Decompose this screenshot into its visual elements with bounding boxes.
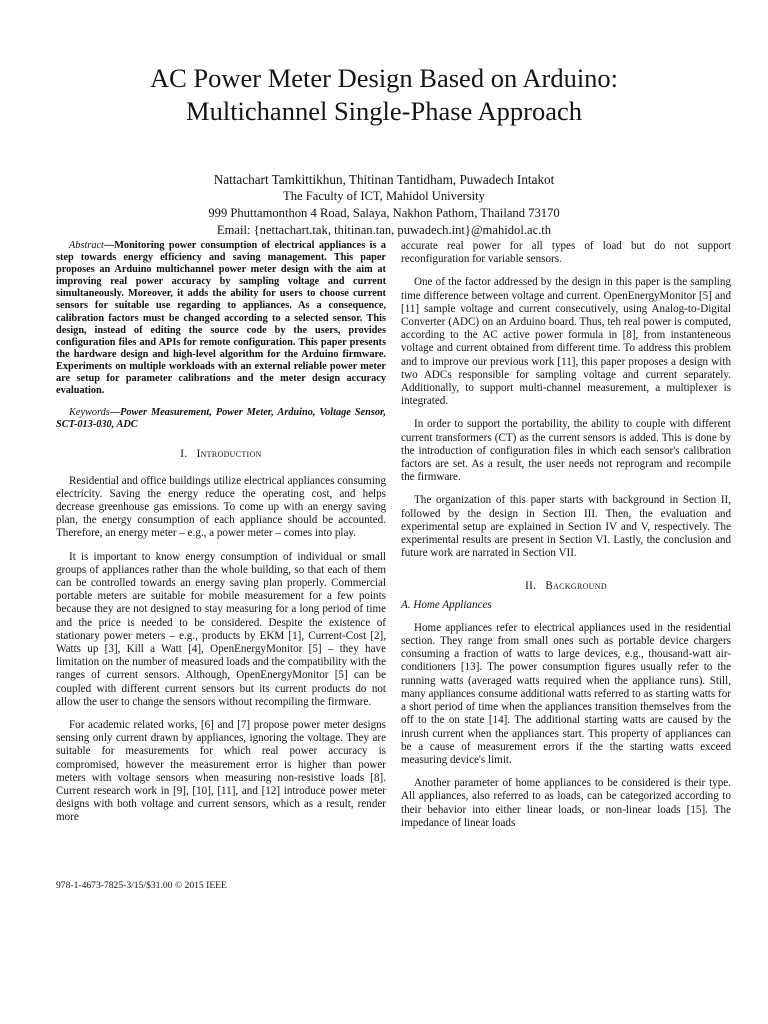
left-column	[56, 240, 386, 825]
paragraph: accurate real power for all types of load but do not support reconfiguration for variable sensors.	[401, 240, 731, 266]
author-names: Nattachart Tamkittikhun, Thitinan Tantidham, Puwadech Intakot	[213, 172, 555, 187]
section-title: Background	[545, 580, 607, 593]
right-column	[401, 240, 731, 830]
keywords-text: —Power Measurement, Power Meter, Arduino, Voltage Sensor, SCT-013-030, ADC	[56, 407, 386, 431]
copyright-footer: 978-1-4673-7825-3/15/$31.00 © 2015 IEEE	[56, 880, 227, 891]
section-heading-background	[401, 580, 731, 593]
abstract-lead: Abstract	[69, 240, 104, 251]
paper-title	[60, 62, 708, 128]
affiliation: The Faculty of ICT, Mahidol University	[283, 189, 485, 203]
abstract	[56, 240, 386, 397]
paragraph: It is important to know energy consumption of individual or small groups of appliances rather than the whole building, so that each of them can be controlled towards an energy saving plan properly. Commercial portable meters are suitable for mobile measurement for a few points because they are not designed to stay measuring for a long period of time and the price is needed to be considered. Despite the existence of stationary power meters – e.g., products by EKM [1], Current-Cost [2], Watts up [3], Kill a Watt [4], OpenEnergyMonitor [5] – they have limitation on the number of measured loads and the compatibility with the ranges of current sensors. Although, OpenEnergyMonitor [5] can be coupled with different current sensors but its current products do not allow the user to change the sensors without recompiling the firmware.	[56, 550, 386, 708]
title-line-1: AC Power Meter Design Based on Arduino:	[149, 63, 619, 93]
paragraph: Another parameter of home appliances to be considered is their type. All appliances, also referred to as loads, can be categorized according to their behavior into either linear loads, or non-linear loads [15]. The impedance of linear loads	[401, 777, 731, 829]
paragraph: The organization of this paper starts with background in Section II, followed by the design in Section III. Then, the evaluation and experimental setup are explained in Section IV and V, respectively. The experimental results are present in Section VI. Lastly, the conclusion and future work are narrated in Section VII.	[401, 494, 731, 560]
paragraph: For academic related works, [6] and [7] propose power meter designs sensing only current drawn by appliances, ignoring the voltage. They are suitable for measurements for which real power accuracy is compromised, however the measurement error is higher than power meters with voltage sensors when measuring non-resistive loads [8]. Current research work in [9], [10], [11], and [12] introduce power meter designs with both voltage and current sensors, which as a result, render more	[56, 719, 386, 824]
title-line-2: Multichannel Single-Phase Approach	[186, 96, 582, 126]
author-block	[60, 171, 708, 239]
keywords	[56, 407, 386, 431]
paragraph: Residential and office buildings utilize electrical appliances consuming electricity. Saving the energy reduce the operating cost, and helps decrease greenhouse gas emissions. To come up with an energy saving plan, the energy consumption of each appliance should be accounted. Therefore, an energy meter – e.g., a power meter – comes into play.	[56, 474, 386, 540]
keywords-lead: Keywords	[69, 407, 110, 419]
paragraph: In order to support the portability, the ability to couple with different current transformers (CT) as the current sensors is added. This is done by the introduction of configuration files in which each sensor's calibration factors are set. As a result, the user needs not reprogram and recompile the firmware.	[401, 418, 731, 484]
abstract-text: —Monitoring power consumption of electrical appliances is a step towards energy efficiency and saving management. This paper proposes an Arduino multichannel power meter design with the aim at improving real power accuracy by sampling voltage and current simultaneously. Moreover, it adds the ability for users to choose current sensors for suitable use regarding to appliances. As a consequence, calibration factors must be changed according to a selected sensor. This design, instead of editing the source code by the users, provides configuration files and APIs for remote configuration. This paper presents the hardware design and high-level algorithm for the Arduino firmware. Experiments on multiple workloads with an external reliable power meter are setup for parameter calibrations and the meter design accuracy evaluation.	[56, 240, 386, 397]
address: 999 Phuttamonthon 4 Road, Salaya, Nakhon Pathom, Thailand 73170	[208, 206, 560, 220]
paragraph: One of the factor addressed by the design in this paper is the sampling time difference between voltage and current. OpenEnergyMonitor [5] and [11] sample voltage and current consecutively, using Analog-to-Digital Converter (ADC) on an Arduino board. Thus, teh real power is computed, according to the AC active power formula in [8], from instanteneous voltage and current obtained from different time. To address this problem and to improve our previous work [11], this paper proposes a design with two ADCs responsible for sampling voltage and current separately. Additionally, to support multi-channel measurement, a multiplexer is integrated.	[401, 276, 731, 408]
email: Email: {nettachart.tak, thitinan.tan, puwadech.int}@mahidol.ac.th	[216, 223, 552, 237]
paragraph: Home appliances refer to electrical appliances used in the residential section. They range from small ones such as portable device chargers consuming a fraction of watts to large devices, e.g., thousand-watt air-conditioners [13]. The power consumption figures usually refer to the running watts (averaged watts required when the appliance runs). Still, many appliances consume additional watts referred to as starting watts for a short period of time when the appliances transition themselves from the off to the on state [14]. The additional starting watts are caused by the inrush current when the appliances start. This property of appliances can be a cause of measurement errors if the the starting watts exceed measuring device's limit.	[401, 621, 731, 766]
section-number: I.	[180, 448, 188, 461]
section-heading-introduction	[56, 448, 386, 461]
section-number: II.	[525, 580, 537, 593]
subsection-heading: A. Home Appliances	[401, 598, 492, 611]
section-title: Introduction	[196, 448, 262, 461]
